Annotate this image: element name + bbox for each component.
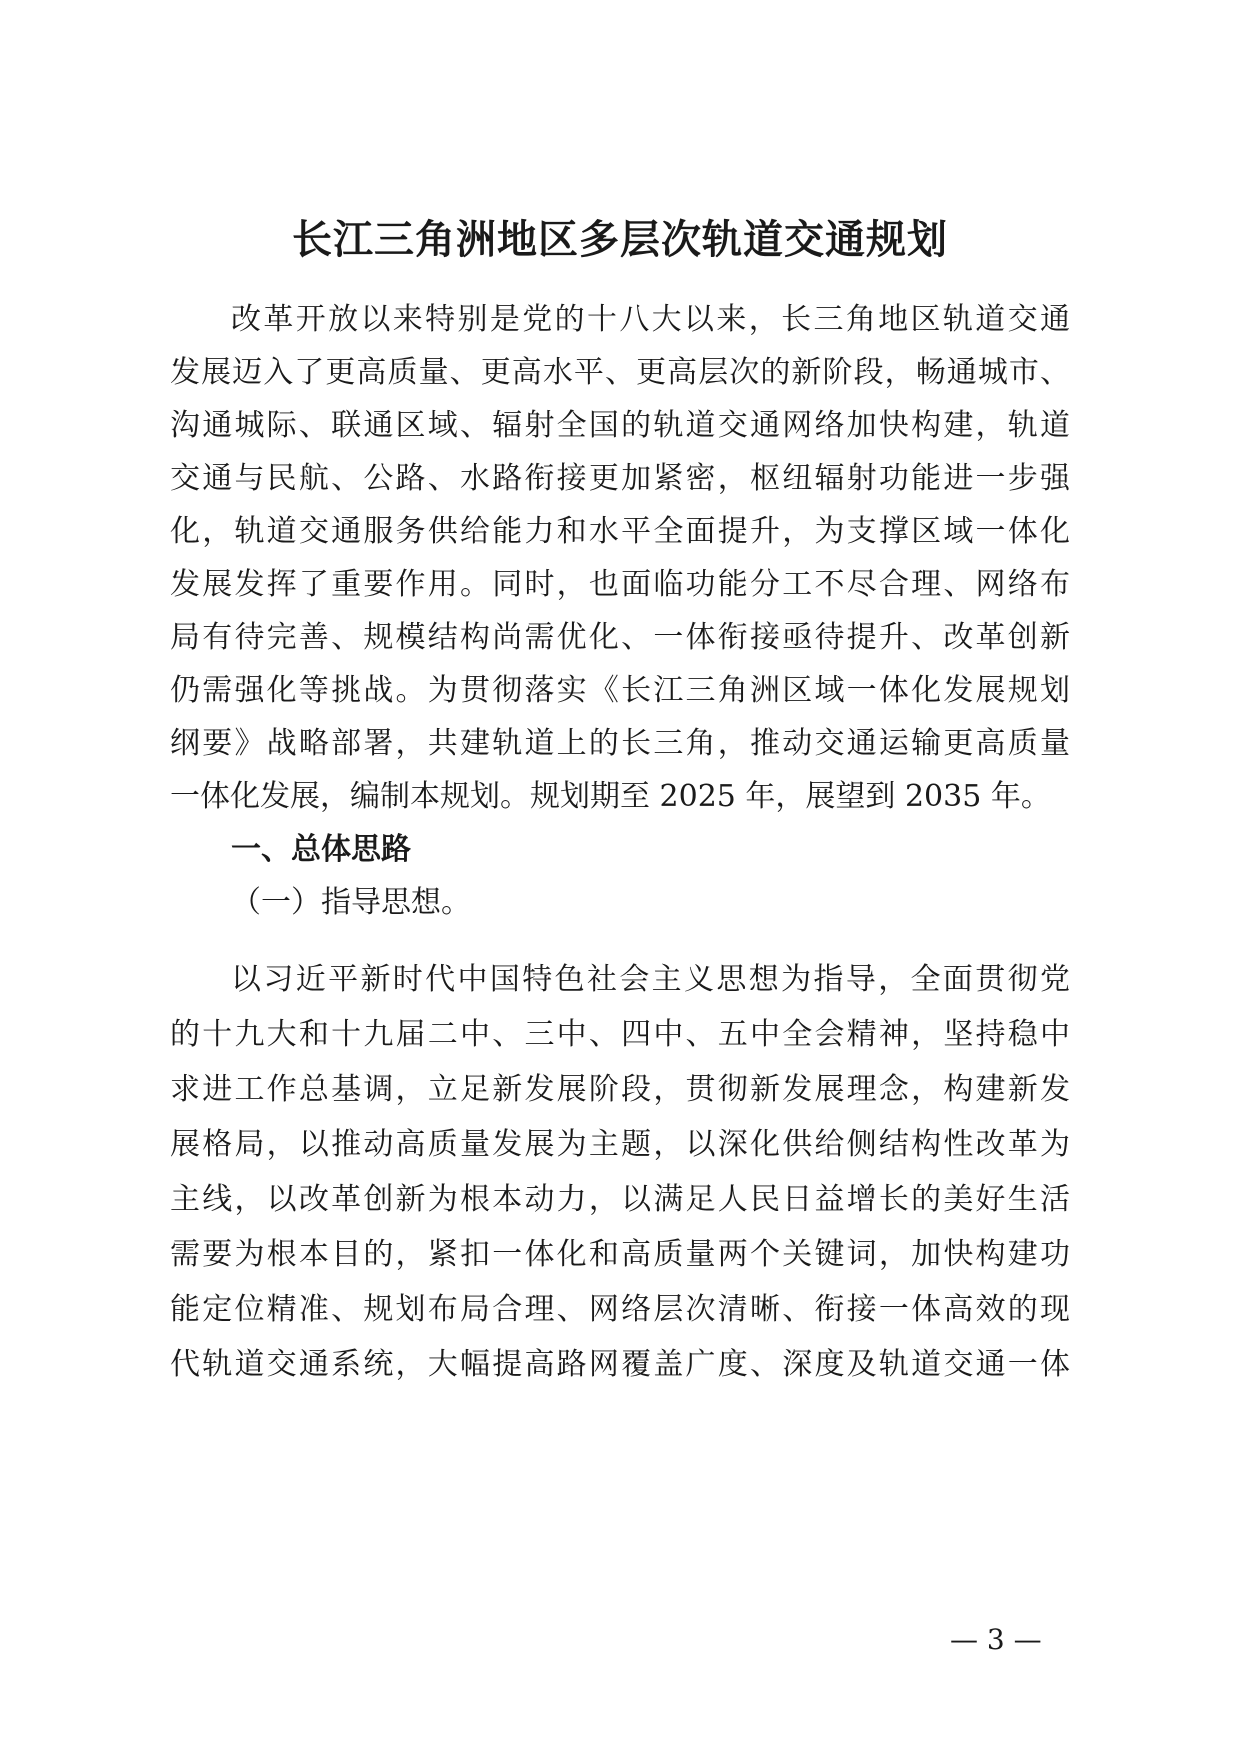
paragraph-1-line: 改革开放以来特别是党的十八大以来，长三角地区轨道交通	[231, 302, 1070, 337]
paragraph-1-line: 发展迈入了更高质量、更高水平、更高层次的新阶段，畅通城市、	[170, 355, 1070, 390]
paragraph-2-line: 求进工作总基调，立足新发展阶段，贯彻新发展理念，构建新发	[170, 1072, 1070, 1107]
paragraph-1-line: 化，轨道交通服务供给能力和水平全面提升，为支撑区域一体化	[170, 514, 1070, 549]
paragraph-2-line: 能定位精准、规划布局合理、网络层次清晰、衔接一体高效的现	[170, 1292, 1070, 1327]
paragraph-2-line: 主线，以改革创新为根本动力，以满足人民日益增长的美好生活	[170, 1182, 1070, 1217]
paragraph-2-line: 展格局，以推动高质量发展为主题，以深化供给侧结构性改革为	[170, 1127, 1070, 1162]
paragraph-1-line: 局有待完善、规模结构尚需优化、一体衔接亟待提升、改革创新	[170, 620, 1070, 655]
paragraph-1-line: 发展发挥了重要作用。同时，也面临功能分工不尽合理、网络布	[170, 567, 1070, 602]
subsection-heading: （一）指导思想。	[231, 885, 471, 920]
section-heading: 一、总体思路	[231, 832, 411, 867]
paragraph-2-line: 的十九大和十九届二中、三中、四中、五中全会精神，坚持稳中	[170, 1017, 1070, 1052]
paragraph-2-line: 需要为根本目的，紧扣一体化和高质量两个关键词，加快构建功	[170, 1237, 1070, 1272]
document-title: 长江三角洲地区多层次轨道交通规划	[292, 217, 948, 263]
paragraph-1-line: 仍需强化等挑战。为贯彻落实《长江三角洲区域一体化发展规划	[170, 673, 1070, 708]
paragraph-1-line: 一体化发展，编制本规划。规划期至 2025 年，展望到 2035 年。	[170, 779, 1051, 814]
paragraph-1-line: 交通与民航、公路、水路衔接更加紧密，枢纽辐射功能进一步强	[170, 461, 1070, 496]
paragraph-2-line: 以习近平新时代中国特色社会主义思想为指导，全面贯彻党	[231, 962, 1070, 997]
paragraph-1-line: 沟通城际、联通区域、辐射全国的轨道交通网络加快构建，轨道	[170, 408, 1070, 443]
page-number: — 3 —	[950, 1623, 1042, 1656]
paragraph-2-line: 代轨道交通系统，大幅提高路网覆盖广度、深度及轨道交通一体	[170, 1347, 1070, 1382]
paragraph-1-line: 纲要》战略部署，共建轨道上的长三角，推动交通运输更高质量	[170, 726, 1070, 761]
